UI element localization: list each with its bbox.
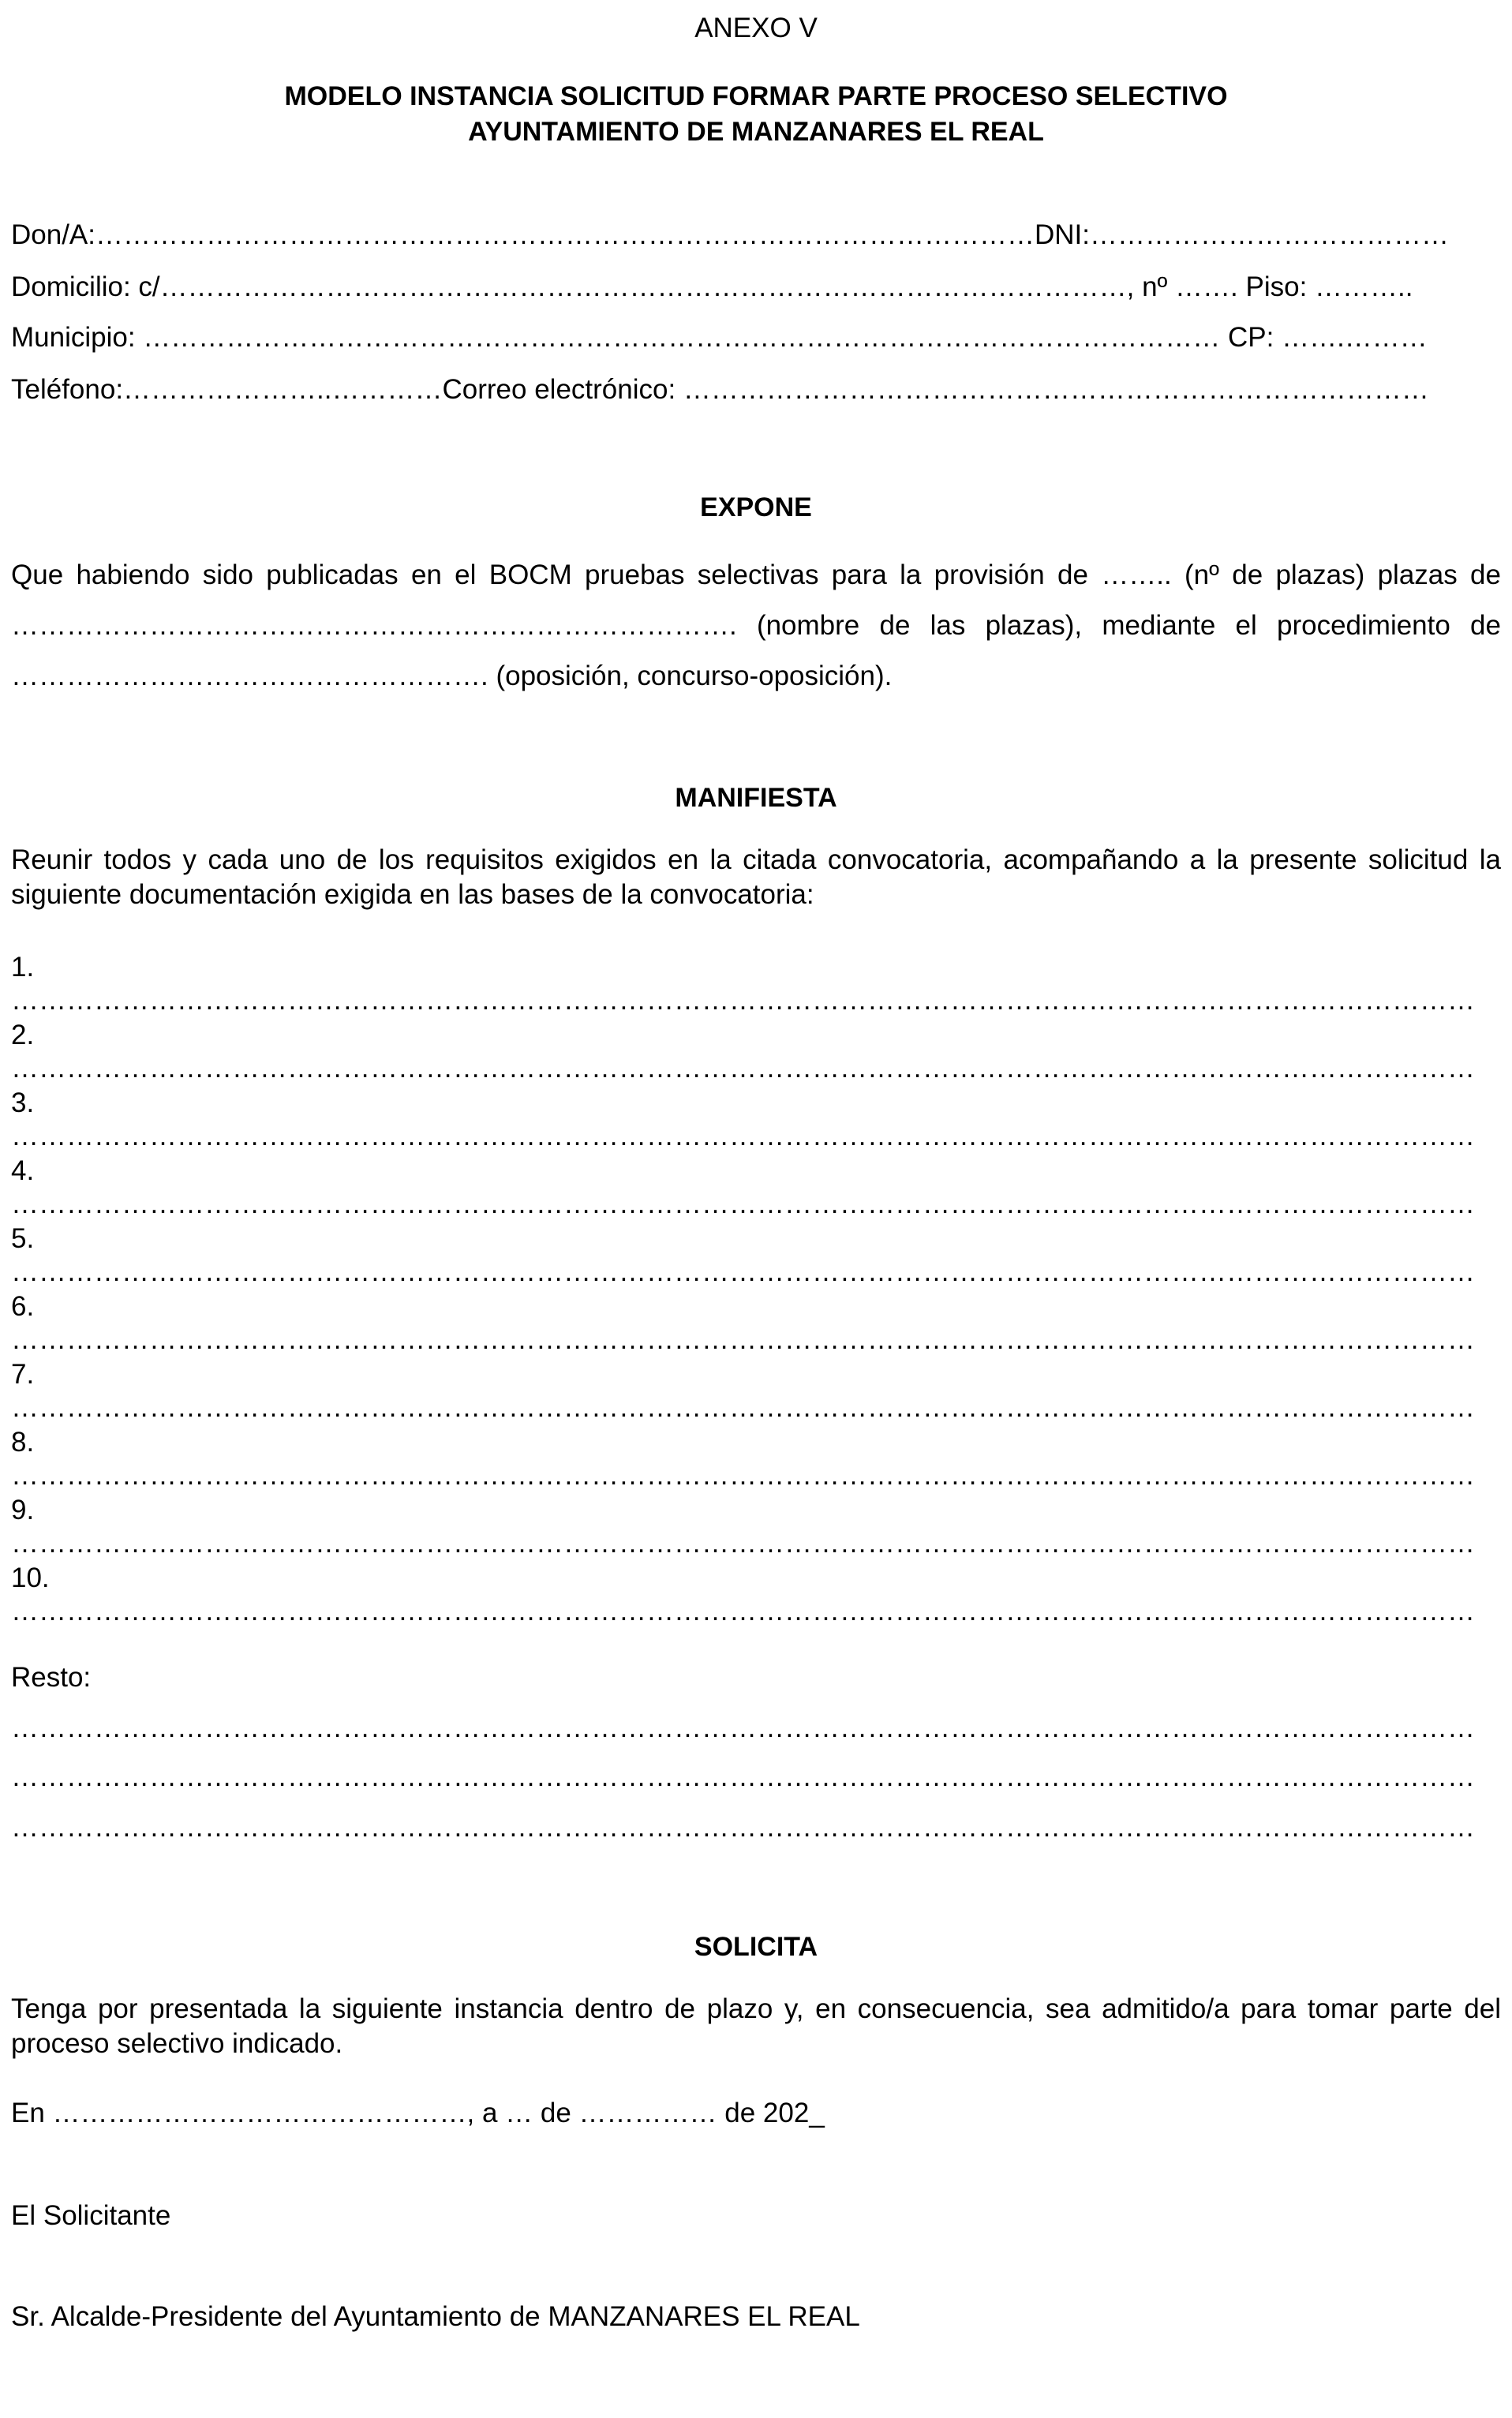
document-item-number: 2. bbox=[11, 1020, 35, 1050]
document-item-number: 9. bbox=[11, 1495, 35, 1525]
address-field[interactable]: Domicilio: c/……………………………………………………………………………………………, nº ……. Piso: ……….. bbox=[11, 271, 1413, 302]
addressee-line: Sr. Alcalde-Presidente del Ayuntamiento de MANZANARES EL REAL bbox=[11, 2301, 860, 2332]
solicita-text: Tenga por presentada la siguiente instancia dentro de plazo y, en consecuencia, sea admitido/a para tomar parte del proceso selectivo indicado. bbox=[11, 1993, 1501, 2059]
document-item-number: 1. bbox=[11, 952, 35, 983]
document-item-line[interactable]: …………………………………………………………………………………………………………………………………………… bbox=[11, 1392, 1475, 1423]
document-item-number: 3. bbox=[11, 1087, 35, 1118]
document-item-line[interactable]: …………………………………………………………………………………………………………………………………………… bbox=[11, 1324, 1475, 1355]
annex-label: ANEXO V bbox=[694, 13, 818, 43]
document-item-line[interactable]: …………………………………………………………………………………………………………………………………………… bbox=[11, 1188, 1475, 1219]
document-item-number: 10. bbox=[11, 1563, 50, 1593]
municipality-field[interactable]: Municipio: ……………………………………………………………………………………………………… CP: …….……… bbox=[11, 322, 1428, 353]
resto-label: Resto: bbox=[11, 1662, 92, 1693]
manifiesta-heading: MANIFIESTA bbox=[675, 783, 837, 813]
solicita-heading: SOLICITA bbox=[694, 1932, 818, 1962]
document-item-line[interactable]: …………………………………………………………………………………………………………………………………………… bbox=[11, 1121, 1475, 1151]
document-item-number: 7. bbox=[11, 1359, 35, 1390]
applicant-signature-label: El Solicitante bbox=[11, 2200, 171, 2231]
resto-line[interactable]: …………………………………………………………………………………………………………………………………………… bbox=[11, 1761, 1475, 1792]
document-item-line[interactable]: …………………………………………………………………………………………………………………………………………… bbox=[11, 1053, 1475, 1084]
expone-heading: EXPONE bbox=[700, 492, 812, 522]
form-title-line-2: AYUNTAMIENTO DE MANZANARES EL REAL bbox=[468, 117, 1044, 147]
form-title bbox=[11, 79, 1501, 150]
document-item-number: 4. bbox=[11, 1155, 35, 1186]
document-item-number: 6. bbox=[11, 1291, 35, 1322]
document-item-line[interactable]: …………………………………………………………………………………………………………………………………………… bbox=[11, 1256, 1475, 1287]
manifiesta-text: Reunir todos y cada uno de los requisitos exigidos en la citada convocatoria, acompañando a la presente solicitud la siguiente documentación exigida en las bases de la convocatoria: bbox=[11, 844, 1501, 910]
document-item-line[interactable]: …………………………………………………………………………………………………………………………………………… bbox=[11, 1596, 1475, 1626]
document-item-number: 8. bbox=[11, 1427, 35, 1458]
place-date-line[interactable]: En ………………………………………, a … de …………… de 202_ bbox=[11, 2098, 825, 2128]
document-item-line[interactable]: …………………………………………………………………………………………………………………………………………… bbox=[11, 985, 1475, 1016]
document-item-number: 5. bbox=[11, 1223, 35, 1254]
resto-line[interactable]: …………………………………………………………………………………………………………………………………………… bbox=[11, 1712, 1475, 1743]
document-item-line[interactable]: …………………………………………………………………………………………………………………………………………… bbox=[11, 1460, 1475, 1491]
phone-email-field[interactable]: Teléfono:…………………..…………Correo electrónico: ……………………………………………………………………… bbox=[11, 374, 1429, 405]
form-title-line-1: MODELO INSTANCIA SOLICITUD FORMAR PARTE PROCESO SELECTIVO bbox=[284, 81, 1228, 111]
document-item-line[interactable]: …………………………………………………………………………………………………………………………………………… bbox=[11, 1528, 1475, 1559]
resto-line[interactable]: …………………………………………………………………………………………………………………………………………… bbox=[11, 1812, 1475, 1843]
name-dni-field[interactable]: Don/A:…………………………………………………………………………………………DNI:………………………………… bbox=[11, 219, 1449, 250]
expone-text: Que habiendo sido publicadas en el BOCM pruebas selectivas para la provisión de …….. (nº de plazas) plazas de ……………………………………………………………………. (nombre de las plazas), mediante el procedimiento de ……………………………………………. (oposición, concurso-oposición). bbox=[11, 560, 1501, 691]
